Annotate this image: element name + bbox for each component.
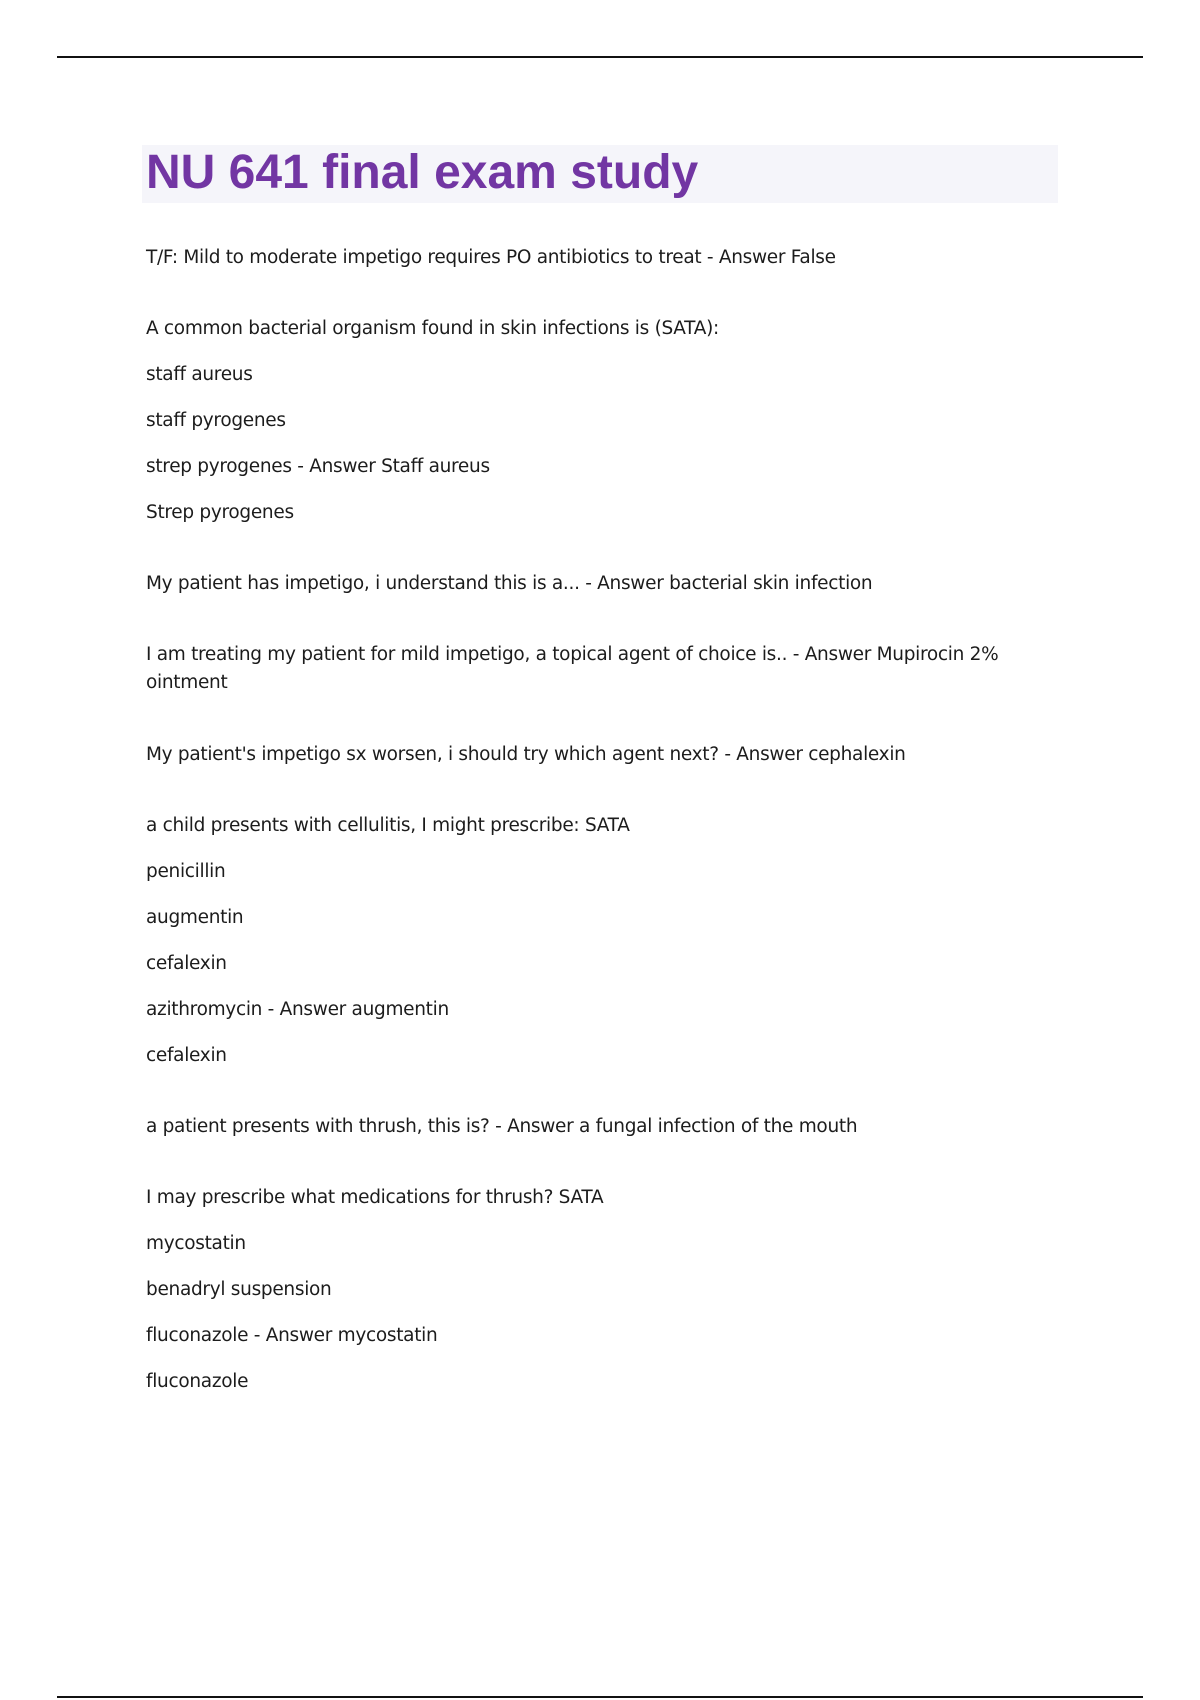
question-line: I may prescribe what medications for thrush? SATA	[146, 1187, 604, 1208]
question-line: My patient's impetigo sx worsen, i should try which agent next? - Answer cephalexin	[146, 744, 906, 765]
option-line: azithromycin - Answer augmentin	[146, 999, 449, 1020]
qa-item	[146, 1113, 1026, 1140]
option-line: strep pyrogenes - Answer Staff aureus	[146, 456, 490, 477]
question-line: T/F: Mild to moderate impetigo requires PO antibiotics to treat - Answer False	[146, 247, 836, 268]
qa-item	[146, 315, 1026, 526]
answer-line: Strep pyrogenes	[146, 502, 294, 523]
option-line: benadryl suspension	[146, 1279, 332, 1300]
answer-line: cefalexin	[146, 1045, 227, 1066]
top-rule	[57, 56, 1143, 58]
option-line: augmentin	[146, 907, 244, 928]
page-title: NU 641 final exam study	[146, 146, 699, 199]
question-line: My patient has impetigo, i understand this is a... - Answer bacterial skin infection	[146, 573, 873, 594]
document-body	[146, 244, 1026, 1439]
question-line: A common bacterial organism found in skin infections is (SATA):	[146, 318, 719, 339]
answer-line: fluconazole	[146, 1371, 249, 1392]
qa-item	[146, 812, 1026, 1069]
qa-item	[146, 1184, 1026, 1395]
qa-item	[146, 641, 1026, 697]
bottom-rule	[57, 1696, 1143, 1698]
option-line: cefalexin	[146, 953, 227, 974]
option-line: penicillin	[146, 861, 226, 882]
option-line: fluconazole - Answer mycostatin	[146, 1325, 438, 1346]
question-line: a patient presents with thrush, this is? - Answer a fungal infection of the mouth	[146, 1116, 858, 1137]
option-line: staff pyrogenes	[146, 410, 286, 431]
question-line: I am treating my patient for mild impetigo, a topical agent of choice is.. - Answer Mupirocin 2% ointment	[146, 644, 999, 693]
qa-item	[146, 570, 1026, 597]
qa-item	[146, 741, 1026, 768]
option-line: mycostatin	[146, 1233, 246, 1254]
question-line: a child presents with cellulitis, I might prescribe: SATA	[146, 815, 630, 836]
qa-item	[146, 244, 1026, 271]
option-line: staff aureus	[146, 364, 253, 385]
